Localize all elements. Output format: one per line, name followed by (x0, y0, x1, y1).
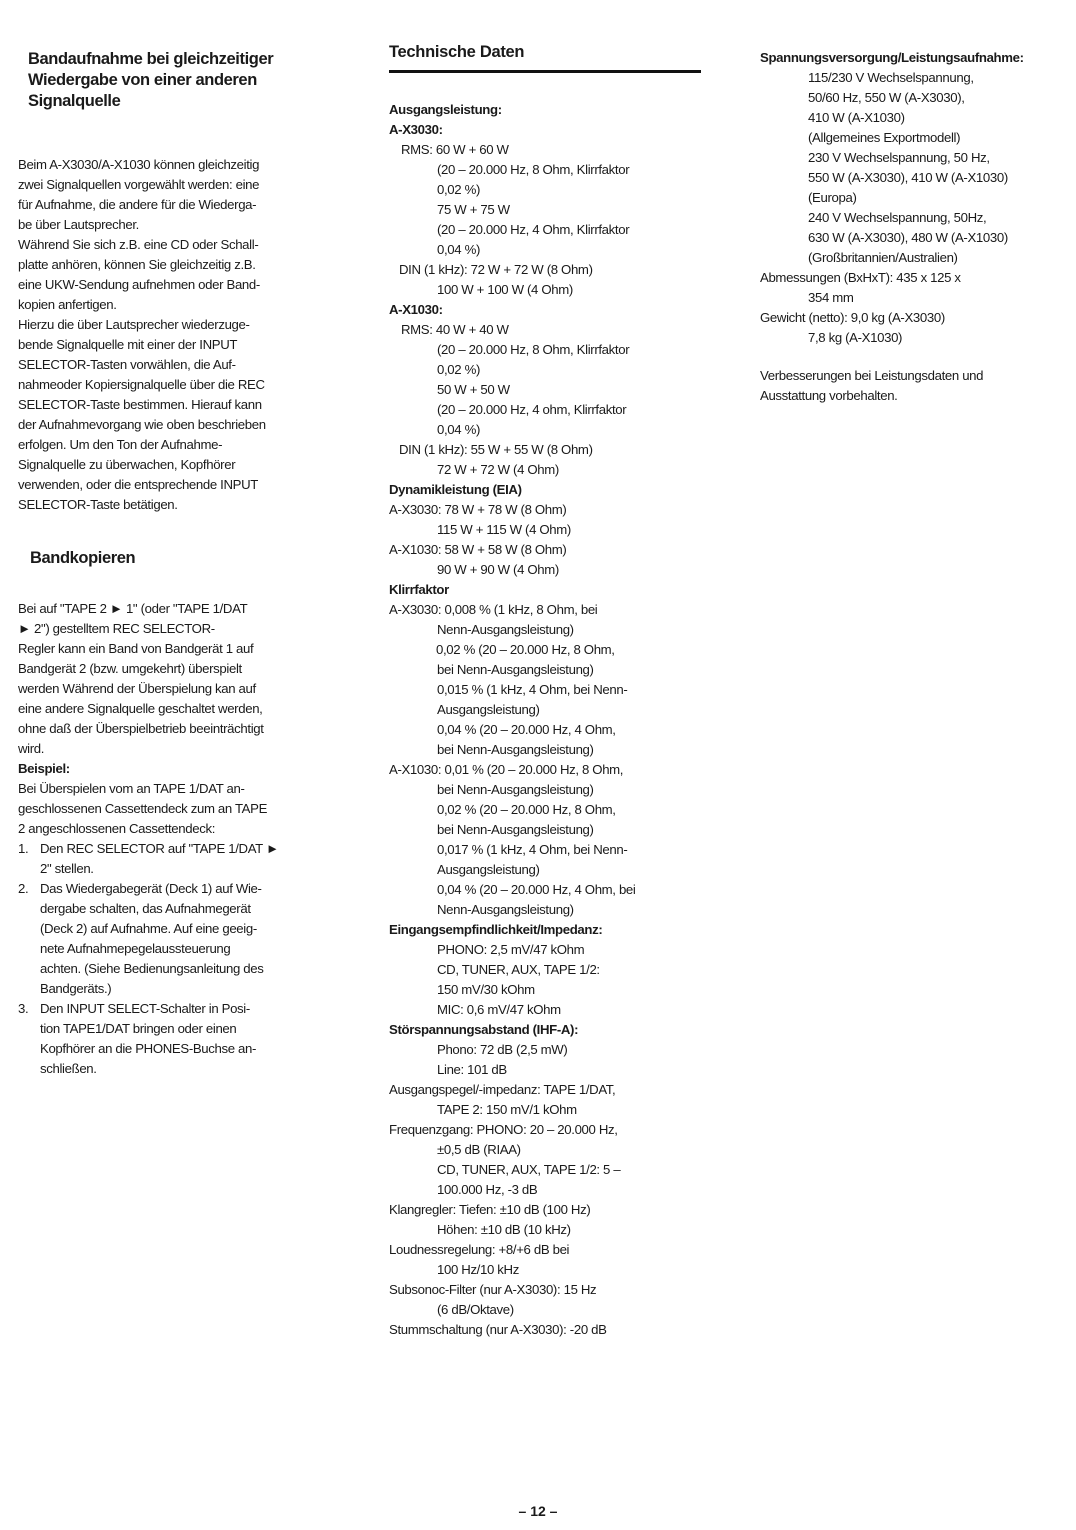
spec-line: Störspannungsabstand (IHF-A): (389, 1022, 579, 1037)
spec-line: 72 W + 72 W (4 Ohm) (437, 462, 559, 477)
steps-list (18, 839, 330, 1079)
section-heading-recording (28, 49, 328, 112)
spec-line: bei Nenn-Ausgangsleistung) (437, 742, 594, 757)
text-line: Das Wiedergabegerät (Deck 1) auf Wie- (40, 881, 262, 896)
spec-line: (20 – 20.000 Hz, 4 Ohm, Klirrfaktor (437, 222, 630, 237)
spec-line: 240 V Wechselspannung, 50Hz, (808, 210, 987, 225)
spec-line: A-X3030: (389, 122, 443, 137)
step-item (18, 999, 330, 1079)
text-line: Ausstattung vorbehalten. (760, 388, 898, 403)
spec-line: 100.000 Hz, -3 dB (437, 1182, 538, 1197)
paragraph-tape-copy (18, 599, 330, 1079)
step-text (40, 879, 330, 999)
text-line: kopien anfertigen. (18, 297, 117, 312)
text-line: Bei Überspielen vom an TAPE 1/DAT an- (18, 781, 245, 796)
spec-line: 0,04 % (20 – 20.000 Hz, 4 Ohm, bei (437, 882, 636, 897)
text-line: Verbesserungen bei Leistungsdaten und (760, 368, 984, 383)
spec-line: 150 mV/30 kOhm (437, 982, 535, 997)
text-line: Den INPUT SELECT-Schalter in Posi- (40, 1001, 250, 1016)
text-line: SELECTOR-Taste betätigen. (18, 497, 178, 512)
spec-line: 50 W + 50 W (437, 382, 510, 397)
spec-line: Ausgangsleistung: (389, 102, 502, 117)
text-line: nete Aufnahmepegelaussteuerung (40, 941, 231, 956)
text-line: Den REC SELECTOR auf "TAPE 1/DAT ► (40, 841, 279, 856)
spec-line: 0,02 % (20 – 20.000 Hz, 8 Ohm, (437, 802, 616, 817)
power-specs (760, 48, 1070, 406)
title-rule (389, 70, 701, 73)
example-text (18, 779, 330, 839)
spec-line: Gewicht (netto): 9,0 kg (A-X3030) (760, 310, 945, 325)
text-line: tion TAPE1/DAT bringen oder einen (40, 1021, 237, 1036)
text-line: achten. (Siehe Bedienungsanleitung des (40, 961, 264, 976)
text-line: (Deck 2) auf Aufnahme. Auf eine geeig- (40, 921, 257, 936)
spec-line: Eingangsempfindlichkeit/Impedanz: (389, 922, 603, 937)
specs-title: Technische Daten (389, 43, 525, 61)
spec-line: 115/230 V Wechselspannung, (808, 70, 974, 85)
text-line: SELECTOR-Taste bestimmen. Hierauf kann (18, 397, 262, 412)
spec-line: Frequenzgang: PHONO: 20 – 20.000 Hz, (389, 1122, 618, 1137)
spec-line: ±0,5 dB (RIAA) (437, 1142, 521, 1157)
spec-line: 7,8 kg (A-X1030) (808, 330, 903, 345)
spec-line: Ausgangspegel/-impedanz: TAPE 1/DAT, (389, 1082, 616, 1097)
tape-copy-text (18, 599, 330, 759)
heading-line: Bandaufnahme bei gleichzeitiger (28, 50, 274, 68)
text-line: für Aufnahme, die andere für die Wiederga- (18, 197, 257, 212)
spec-line: 0,04 %) (437, 422, 480, 437)
spec-line: Ausgangsleistung) (437, 862, 540, 877)
example-label: Beispiel: (18, 761, 70, 776)
spec-line: A-X3030: 0,008 % (1 kHz, 8 Ohm, bei (389, 602, 598, 617)
spec-line: 0,04 % (20 – 20.000 Hz, 4 Ohm, (437, 722, 616, 737)
text-line: nahmeoder Kopiersignalquelle über die REC (18, 377, 265, 392)
spec-line: 410 W (A-X1030) (808, 110, 905, 125)
spec-line: Nenn-Ausgangsleistung) (437, 622, 574, 637)
spec-line: 550 W (A-X3030), 410 W (A-X1030) (808, 170, 1008, 185)
paragraph-recording (18, 155, 330, 515)
spec-line: A-X1030: 58 W + 58 W (8 Ohm) (389, 542, 567, 557)
step-text (40, 999, 330, 1079)
spec-line: Klangregler: Tiefen: ±10 dB (100 Hz) (389, 1202, 591, 1217)
spec-line: Line: 101 dB (437, 1062, 507, 1077)
spec-line: Klirrfaktor (389, 582, 449, 597)
spec-line: 0,017 % (1 kHz, 4 Ohm, bei Nenn- (437, 842, 628, 857)
spec-line: Ausgangsleistung) (437, 702, 540, 717)
text-line: werden Während der Überspielung kan auf (18, 681, 256, 696)
text-line: der Aufnahmevorgang wie oben beschrieben (18, 417, 266, 432)
spec-line: (Allgemeines Exportmodell) (808, 130, 961, 145)
text-line: dergabe schalten, das Aufnahmegerät (40, 901, 251, 916)
text-line: ohne daß der Überspielbetrieb beeinträchtigt (18, 721, 264, 736)
text-line: Kopfhörer an die PHONES-Buchse an- (40, 1041, 257, 1056)
spec-line: (Europa) (808, 190, 857, 205)
text-line: eine UKW-Sendung aufnehmen oder Band- (18, 277, 260, 292)
text-line: Signalquelle zu überwachen, Kopfhörer (18, 457, 236, 472)
text-line: SELECTOR-Tasten vorwählen, die Auf- (18, 357, 236, 372)
spec-line: Loudnessregelung: +8/+6 dB bei (389, 1242, 570, 1257)
spec-line: (6 dB/Oktave) (437, 1302, 514, 1317)
spec-line: 0,04 %) (437, 242, 480, 257)
spec-line: 0,015 % (1 kHz, 4 Ohm, bei Nenn- (437, 682, 628, 697)
spec-line: DIN (1 kHz): 72 W + 72 W (8 Ohm) (399, 262, 593, 277)
heading-line: Signalquelle (28, 92, 121, 110)
spec-line: RMS: 60 W + 60 W (401, 142, 509, 157)
page-number: – 12 – (518, 1503, 558, 1519)
text-line: geschlossenen Cassettendeck zum an TAPE (18, 801, 268, 816)
specs-list (389, 100, 701, 1340)
step-item (18, 879, 330, 999)
spec-line: TAPE 2: 150 mV/1 kOhm (437, 1102, 577, 1117)
step-number: 1. (18, 841, 29, 856)
text-line: be über Lautsprecher. (18, 217, 139, 232)
spec-line: 0,02 % (20 – 20.000 Hz, 8 Ohm, (436, 642, 615, 657)
section-heading-tape-copy: Bandkopieren (30, 549, 136, 567)
spec-line: 630 W (A-X3030), 480 W (A-X1030) (808, 230, 1008, 245)
spec-line: 354 mm (808, 290, 854, 305)
spec-line: CD, TUNER, AUX, TAPE 1/2: (437, 962, 600, 977)
notes (760, 366, 1070, 406)
spec-line: 100 Hz/10 kHz (437, 1262, 519, 1277)
text-line: erfolgen. Um den Ton der Aufnahme- (18, 437, 223, 452)
spec-line: Stummschaltung (nur A-X3030): -20 dB (389, 1322, 607, 1337)
spec-line: Abmessungen (BxHxT): 435 x 125 x (760, 270, 961, 285)
text-line: zwei Signalquellen vorgewählt werden: eine (18, 177, 260, 192)
spec-line: CD, TUNER, AUX, TAPE 1/2: 5 – (437, 1162, 621, 1177)
text-line: Bandgerät 2 (bzw. umgekehrt) überspielt (18, 661, 242, 676)
spec-line: (20 – 20.000 Hz, 8 Ohm, Klirrfaktor (437, 162, 630, 177)
spec-line: Subsonoc-Filter (nur A-X3030): 15 Hz (389, 1282, 597, 1297)
text-line: 2" stellen. (40, 861, 94, 876)
spec-line: bei Nenn-Ausgangsleistung) (437, 822, 594, 837)
text-line: Bandgeräts.) (40, 981, 112, 996)
spec-line: bei Nenn-Ausgangsleistung) (437, 662, 594, 677)
text-line: Während Sie sich z.B. eine CD oder Schall- (18, 237, 259, 252)
spec-line: Phono: 72 dB (2,5 mW) (437, 1042, 568, 1057)
text-line: Regler kann ein Band von Bandgerät 1 auf (18, 641, 254, 656)
text-line: Hierzu die über Lautsprecher wiederzuge- (18, 317, 250, 332)
text-line: Beim A-X3030/A-X1030 können gleichzeitig (18, 157, 260, 172)
text-line: Bei auf "TAPE 2 ► 1" (oder "TAPE 1/DAT (18, 601, 248, 616)
text-line: verwenden, oder die entsprechende INPUT (18, 477, 258, 492)
step-text (40, 839, 330, 879)
power-specs-list (760, 48, 1070, 348)
spec-line: 115 W + 115 W (4 Ohm) (437, 522, 571, 537)
spec-line: 75 W + 75 W (437, 202, 510, 217)
spec-line: (Großbritannien/Australien) (808, 250, 958, 265)
spec-line: DIN (1 kHz): 55 W + 55 W (8 Ohm) (399, 442, 593, 457)
spec-line: A-X3030: 78 W + 78 W (8 Ohm) (389, 502, 567, 517)
spec-line: RMS: 40 W + 40 W (401, 322, 509, 337)
text-line: wird. (18, 741, 45, 756)
spec-line: A-X1030: (389, 302, 443, 317)
spec-line: (20 – 20.000 Hz, 8 Ohm, Klirrfaktor (437, 342, 630, 357)
step-number: 3. (18, 1001, 29, 1016)
spec-line: 100 W + 100 W (4 Ohm) (437, 282, 573, 297)
spec-line: 0,02 %) (437, 182, 480, 197)
spec-line: bei Nenn-Ausgangsleistung) (437, 782, 594, 797)
spec-line: 50/60 Hz, 550 W (A-X3030), (808, 90, 965, 105)
spec-line: A-X1030: 0,01 % (20 – 20.000 Hz, 8 Ohm, (389, 762, 624, 777)
spec-line: Nenn-Ausgangsleistung) (437, 902, 574, 917)
spec-line: 0,02 %) (437, 362, 480, 377)
text-line: platte anhören, können Sie gleichzeitig z.B. (18, 257, 256, 272)
heading-line: Wiedergabe von einer anderen (28, 71, 257, 89)
text-line: bende Signalquelle mit einer der INPUT (18, 337, 238, 352)
text-line: schließen. (40, 1061, 97, 1076)
step-item (18, 839, 330, 879)
spec-line: PHONO: 2,5 mV/47 kOhm (437, 942, 585, 957)
spec-line: Spannungsversorgung/Leistungsaufnahme: (760, 50, 1024, 65)
spec-line: MIC: 0,6 mV/47 kOhm (437, 1002, 561, 1017)
spec-line: 230 V Wechselspannung, 50 Hz, (808, 150, 990, 165)
spec-line: Dynamikleistung (EIA) (389, 482, 522, 497)
spec-line: (20 – 20.000 Hz, 4 ohm, Klirrfaktor (437, 402, 627, 417)
spec-line: 90 W + 90 W (4 Ohm) (437, 562, 559, 577)
step-number: 2. (18, 881, 29, 896)
spec-line: Höhen: ±10 dB (10 kHz) (437, 1222, 571, 1237)
text-line: 2 angeschlossenen Cassettendeck: (18, 821, 216, 836)
text-line: eine andere Signalquelle geschaltet werden, (18, 701, 263, 716)
text-line: ► 2") gestelltem REC SELECTOR- (18, 621, 215, 636)
